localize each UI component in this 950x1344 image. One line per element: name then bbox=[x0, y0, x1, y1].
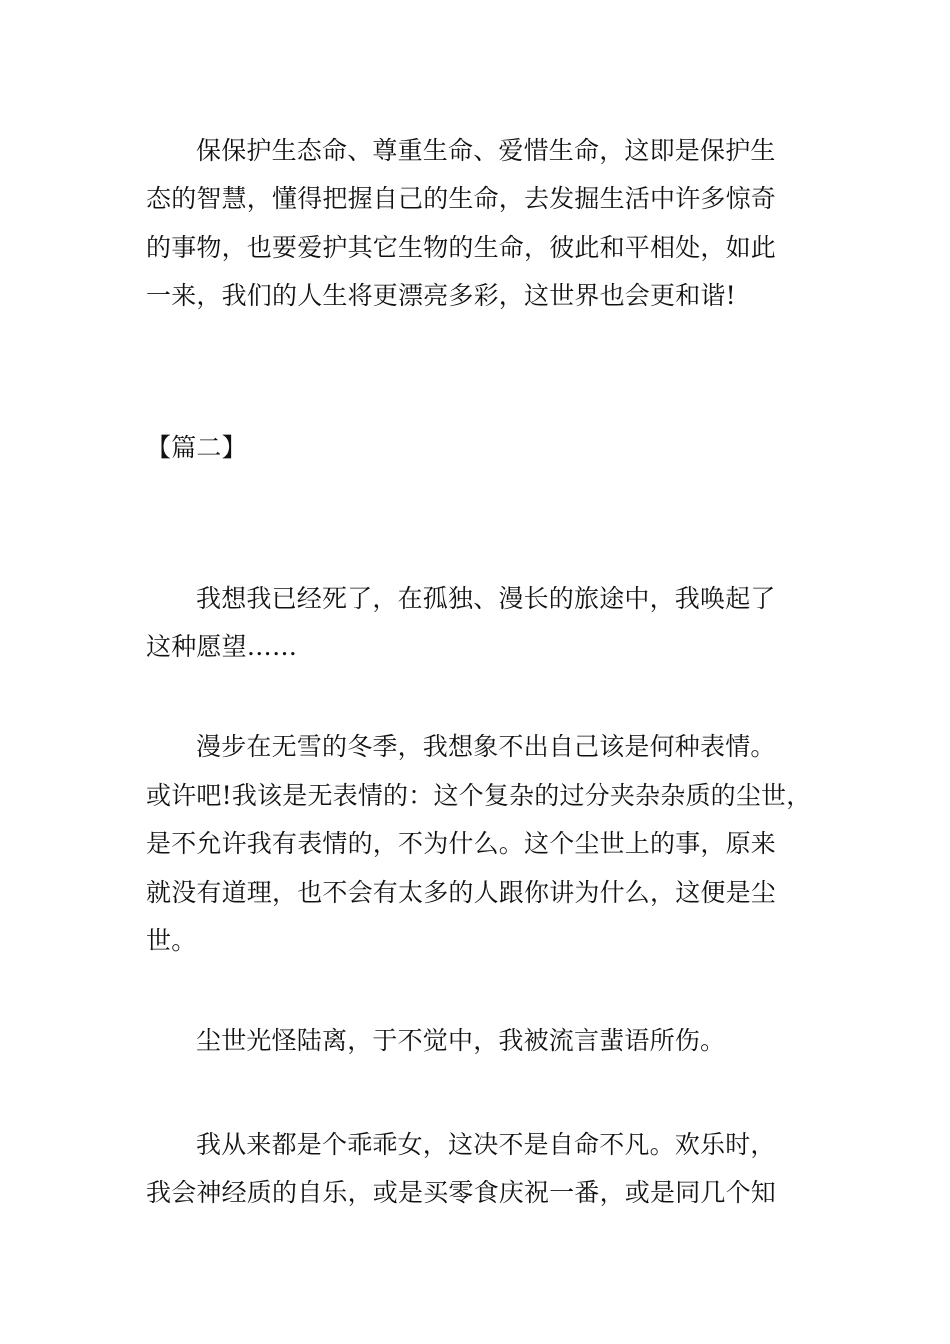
text-line: 我会神经质的自乐，或是买零食庆祝一番，或是同几个知 bbox=[146, 1178, 777, 1207]
text-line: 尘世光怪陆离，于不觉中，我被流言蜚语所伤。 bbox=[196, 1026, 726, 1055]
text-line: 的事物，也要爱护其它生物的生命，彼此和平相处，如此 bbox=[146, 233, 777, 262]
text-line: 我想我已经死了，在孤独、漫长的旅途中，我唤起了 bbox=[196, 584, 776, 613]
text-line: 保保护生态命、尊重生命、爱惜生命，这即是保护生 bbox=[196, 136, 776, 165]
text-line: 是不允许我有表情的，不为什么。这个尘世上的事，原来 bbox=[146, 829, 777, 858]
section-heading: 【篇二】 bbox=[146, 433, 247, 462]
text-line: 态的智慧，懂得把握自己的生命，去发掘生活中许多惊奇 bbox=[146, 184, 777, 213]
text-line: 就没有道理，也不会有太多的人跟你讲为什么，这便是尘 bbox=[146, 878, 777, 907]
text-line: 漫步在无雪的冬季，我想象不出自己该是何种表情。 bbox=[196, 732, 776, 761]
text-line: 这种愿望…… bbox=[146, 632, 298, 661]
text-line: 一来，我们的人生将更漂亮多彩，这世界也会更和谐! bbox=[146, 281, 736, 310]
text-line: 世。 bbox=[146, 926, 197, 955]
text-line: 或许吧!我该是无表情的：这个复杂的过分夹杂杂质的尘世， bbox=[146, 781, 812, 810]
text-line: 我从来都是个乖乖女，这决不是自命不凡。欢乐时， bbox=[196, 1130, 776, 1159]
